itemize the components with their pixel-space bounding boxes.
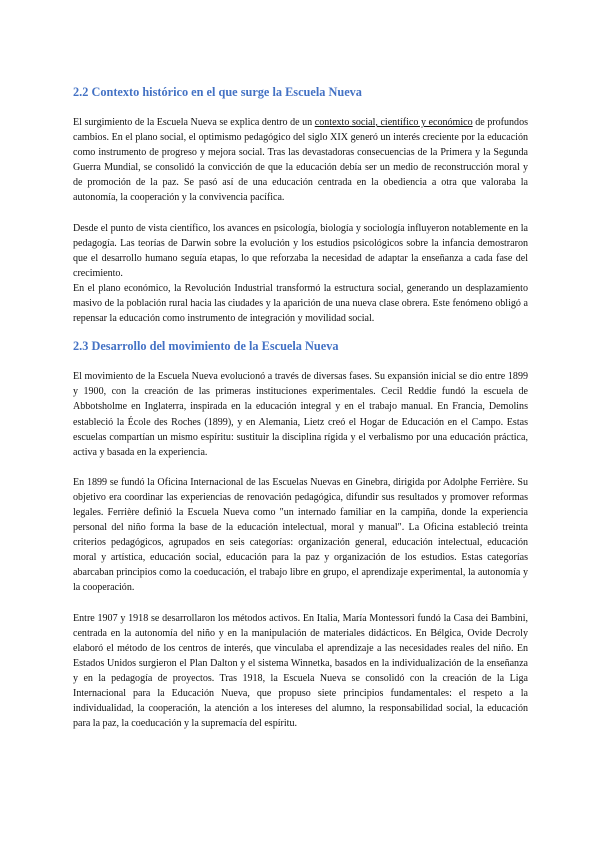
- section-heading-2-3: 2.3 Desarrollo del movimiento de la Escuela Nueva: [73, 339, 339, 354]
- paragraph-international-office: En 1899 se fundó la Oficina Internacional de las Escuelas Nuevas en Ginebra, dirigida por Adolphe Ferrière. Su objetivo era coordinar las experiencias de renovación pedagógica, difundir sus resultados y promover reformas legales. Ferrière definió la Escuela Nueva como "un internado familiar en la campiña, donde la experiencia personal del niño forma la base de la educación intelectual, moral y manual". La Oficina estableció treinta criterios pedagógicos, agrupados en seis categorías: organización general, educación intelectual, educación moral y artística, educación social, educación para la paz y organización de los estudios. Estas categorías abarcaban principios como la coeducación, el trabajo libre en grupo, el aprendizaje experimental, la autonomía y la cooperación.: [73, 476, 528, 594]
- section-heading-2-2: 2.2 Contexto histórico en el que surge la Escuela Nueva: [73, 85, 362, 99]
- paragraph-economic-context: En el plano económico, la Revolución Industrial transformó la estructura social, generando un desplazamiento masivo de la población rural hacia las ciudades y la aparición de una nueva clase obrera. Este fenómeno obligó a repensar la educación como instrumento de integración y movilidad social.: [73, 282, 528, 325]
- context-link[interactable]: contexto social, científico y económico: [314, 117, 473, 128]
- paragraph-scientific-context: Desde el punto de vista científico, los avances en psicología, biología y sociología influyeron notablemente en la pedagogía. Las teorías de Darwin sobre la evolución y los estudios psicológicos sobre la infancia demostraron que el desarrollo humano seguía etapas, lo que reforzaba la necesidad de adaptar la enseñanza a cada fase del crecimiento.: [73, 222, 528, 279]
- paragraph-social-context: [73, 115, 528, 206]
- paragraph-text: El surgimiento de la Escuela Nueva se explica dentro de un: [73, 117, 315, 128]
- paragraph-movement-phases: El movimiento de la Escuela Nueva evolucionó a través de diversas fases. Su expansión inicial se dio entre 1899 y 1900, con la creación de las primeras instituciones experimentales. Cecil Reddie fundó la escuela de Abbotsholme en Inglaterra, inspirada en la educación integral y en el trabajo manual. En Francia, Demolins estableció la École des Roches (1899), y en Alemania, Lietz creó el Hogar de Educación en el Campo. Estas escuelas compartían un mismo espíritu: sustituir la disciplina rígida y el verbalismo por una educación práctica, activa y basada en la experiencia.: [73, 371, 528, 458]
- document-body: [73, 84, 528, 731]
- paragraph-text: de profundos cambios. En el plano social, el optimismo pedagógico del siglo XIX generó un interés creciente por la educación como instrumento de progreso y mejora social. Tras las devastadoras consecuencias de la Primera y la Segunda Guerra Mundial, se consolidó la convicción de que la educación debía ser un medio de reconstrucción moral y de promoción de la paz. Se pasó así de una educación centrada en la obediencia a otra que valoraba la autonomía, la cooperación y la convivencia pacífica.: [73, 117, 529, 204]
- paragraph-active-methods: Entre 1907 y 1918 se desarrollaron los métodos activos. En Italia, María Montessori fundó la Casa dei Bambini, centrada en la autonomía del niño y en la manipulación de materiales didácticos. En Bélgica, Ovide Decroly elaboró el método de los centros de interés, que vinculaba el aprendizaje a las necesidades reales del niño. En Estados Unidos surgieron el Plan Dalton y el sistema Winnetka, basados en la individualización de la enseñanza y en la pedagogía de proyectos. Tras 1918, la Escuela Nueva se consolidó con la creación de la Liga Internacional para la Educación Nueva, que propuso siete principios fundamentales: el respeto a la individualidad, la cooperación, la atención a los intereses del alumno, la responsabilidad social, la educación para la paz, la coeducación y la supremacía del espíritu.: [73, 612, 528, 730]
